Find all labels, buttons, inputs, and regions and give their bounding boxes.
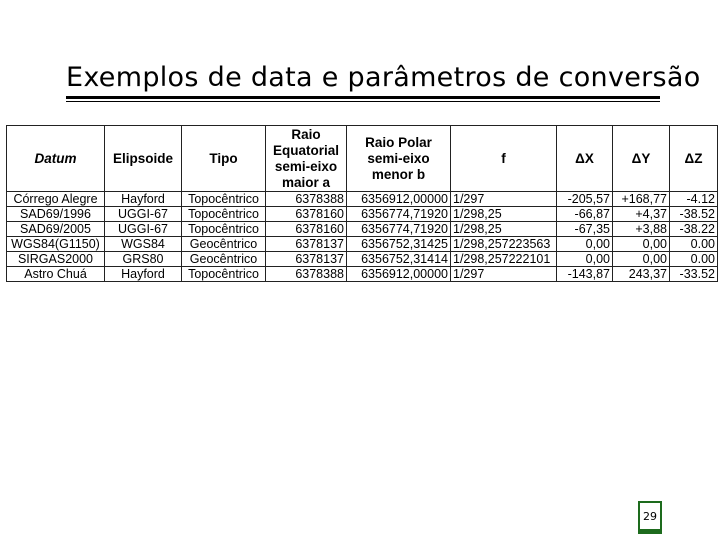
header-equatorial-radius: Raio Equatorial semi-eixo maior a — [266, 126, 347, 192]
cell-type: Topocêntrico — [182, 207, 266, 222]
cell-delta-z: -38.52 — [670, 207, 718, 222]
cell-delta-y: +168,77 — [613, 192, 670, 207]
cell-delta-x: 0,00 — [557, 237, 613, 252]
cell-datum: Córrego Alegre — [7, 192, 105, 207]
cell-datum: SAD69/2005 — [7, 222, 105, 237]
cell-flattening: 1/298,257223563 — [451, 237, 557, 252]
cell-delta-x: -143,87 — [557, 267, 613, 282]
cell-ellipsoid: WGS84 — [105, 237, 182, 252]
cell-polar-radius: 6356912,00000 — [347, 267, 451, 282]
cell-type: Topocêntrico — [182, 222, 266, 237]
cell-type: Topocêntrico — [182, 192, 266, 207]
datum-parameters-table — [6, 125, 718, 282]
table-header-row — [7, 126, 718, 192]
table-row — [7, 207, 718, 222]
cell-datum: Astro Chuá — [7, 267, 105, 282]
cell-equatorial-radius: 6378160 — [266, 222, 347, 237]
header-delta-z: ΔZ — [670, 126, 718, 192]
cell-polar-radius: 6356774,71920 — [347, 222, 451, 237]
title-underline-thin — [66, 101, 660, 102]
table-row — [7, 192, 718, 207]
cell-delta-y: 0,00 — [613, 252, 670, 267]
cell-ellipsoid: Hayford — [105, 192, 182, 207]
cell-type: Topocêntrico — [182, 267, 266, 282]
header-polar-radius: Raio Polar semi-eixo menor b — [347, 126, 451, 192]
header-type: Tipo — [182, 126, 266, 192]
cell-flattening: 1/298,25 — [451, 222, 557, 237]
cell-delta-z: -4.12 — [670, 192, 718, 207]
cell-type: Geocêntrico — [182, 237, 266, 252]
cell-equatorial-radius: 6378137 — [266, 237, 347, 252]
cell-ellipsoid: UGGI-67 — [105, 207, 182, 222]
cell-datum: WGS84(G1150) — [7, 237, 105, 252]
cell-delta-z: -33.52 — [670, 267, 718, 282]
cell-datum: SAD69/1996 — [7, 207, 105, 222]
cell-flattening: 1/297 — [451, 192, 557, 207]
cell-type: Geocêntrico — [182, 252, 266, 267]
cell-delta-x: -67,35 — [557, 222, 613, 237]
cell-polar-radius: 6356752,31425 — [347, 237, 451, 252]
cell-polar-radius: 6356752,31414 — [347, 252, 451, 267]
header-delta-x: ΔX — [557, 126, 613, 192]
cell-datum: SIRGAS2000 — [7, 252, 105, 267]
slide-title: Exemplos de data e parâmetros de conversão — [66, 62, 701, 93]
cell-delta-y: +4,37 — [613, 207, 670, 222]
header-datum: Datum — [7, 126, 105, 192]
cell-ellipsoid: UGGI-67 — [105, 222, 182, 237]
cell-flattening: 1/298,25 — [451, 207, 557, 222]
cell-ellipsoid: Hayford — [105, 267, 182, 282]
cell-equatorial-radius: 6378388 — [266, 267, 347, 282]
cell-delta-z: 0.00 — [670, 237, 718, 252]
cell-delta-y: +3,88 — [613, 222, 670, 237]
cell-equatorial-radius: 6378388 — [266, 192, 347, 207]
cell-delta-y: 243,37 — [613, 267, 670, 282]
table-row — [7, 237, 718, 252]
header-delta-y: ΔY — [613, 126, 670, 192]
cell-delta-z: -38.22 — [670, 222, 718, 237]
cell-ellipsoid: GRS80 — [105, 252, 182, 267]
cell-delta-y: 0,00 — [613, 237, 670, 252]
cell-polar-radius: 6356912,00000 — [347, 192, 451, 207]
cell-delta-x: -205,57 — [557, 192, 613, 207]
cell-delta-x: -66,87 — [557, 207, 613, 222]
table-row — [7, 267, 718, 282]
cell-delta-z: 0.00 — [670, 252, 718, 267]
title-underline — [66, 96, 660, 99]
cell-polar-radius: 6356774,71920 — [347, 207, 451, 222]
header-ellipsoid: Elipsoide — [105, 126, 182, 192]
cell-equatorial-radius: 6378137 — [266, 252, 347, 267]
page-number-badge — [638, 501, 662, 531]
cell-equatorial-radius: 6378160 — [266, 207, 347, 222]
table-row — [7, 222, 718, 237]
table-row — [7, 252, 718, 267]
cell-delta-x: 0,00 — [557, 252, 613, 267]
page-number: 29 — [643, 509, 657, 523]
header-flattening: f — [451, 126, 557, 192]
cell-flattening: 1/297 — [451, 267, 557, 282]
cell-flattening: 1/298,257222101 — [451, 252, 557, 267]
